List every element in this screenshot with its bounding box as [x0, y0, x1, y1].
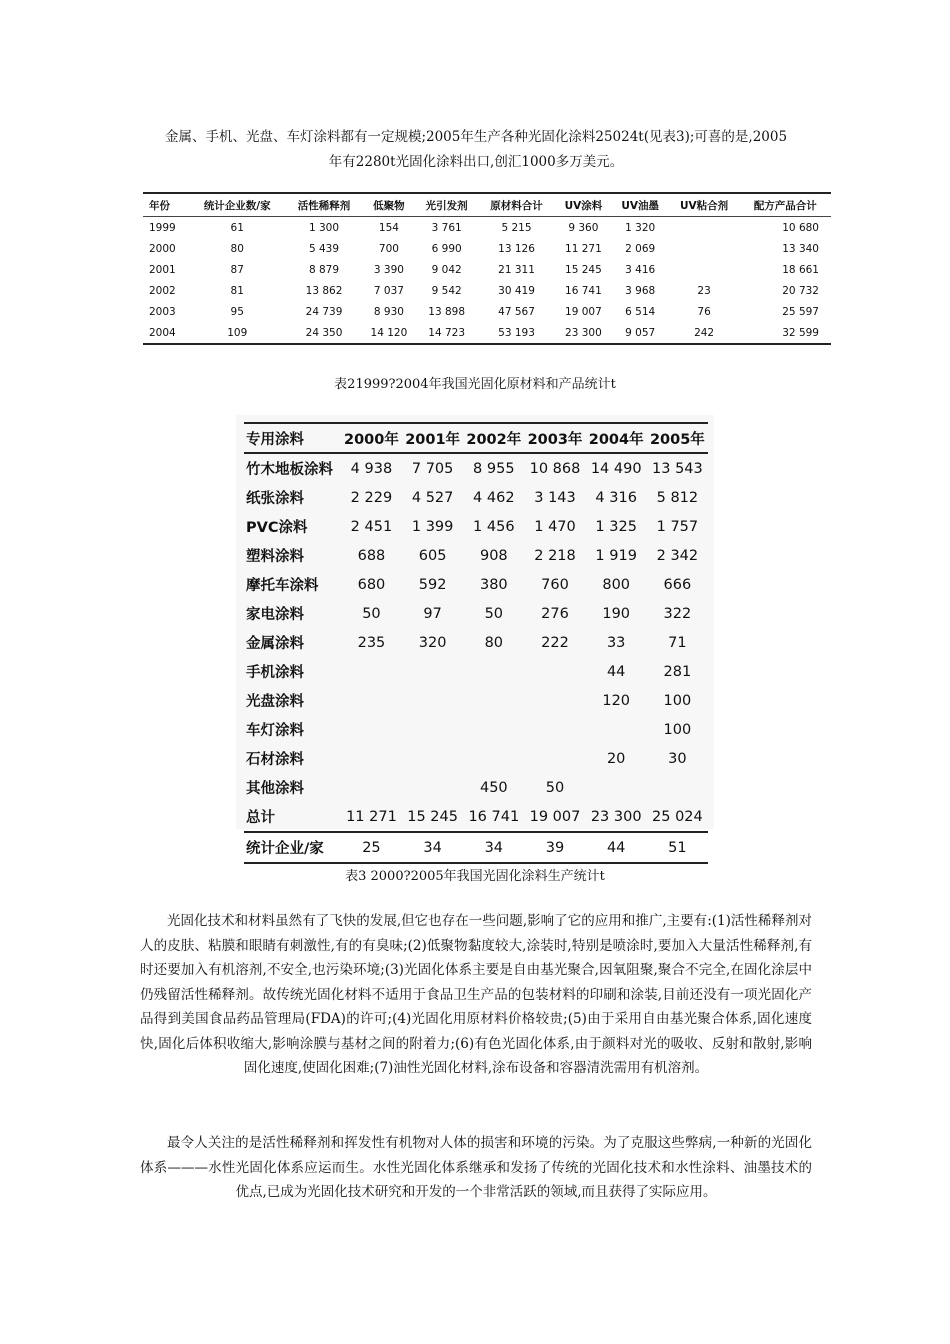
table-3-cell: 19 007 [524, 802, 585, 832]
table-2-column-header: 光引发剂 [415, 194, 478, 217]
table-2-cell: 1999 [149, 221, 176, 234]
table-3-cell: 1 456 [473, 518, 515, 535]
table-3-cell: 10 868 [529, 460, 581, 477]
table-2-cell: 19 007 [565, 305, 602, 318]
table-2-cell: 76 [697, 305, 711, 318]
table-2-cell [669, 217, 740, 239]
table-3-cell: 4 527 [411, 489, 454, 506]
table-3-cell: 统计企业/家 [244, 832, 341, 863]
table-3-cell: 100 [663, 721, 692, 738]
table-3-column-header: 2002年 [463, 423, 524, 453]
table-3-cell [341, 657, 402, 686]
table-2-cell: 61 [230, 221, 244, 234]
table-3-row [244, 570, 708, 599]
table-2-cell: 10 680 [782, 221, 819, 234]
table-2-cell: 15 245 [565, 263, 602, 276]
table-3-cell: 1 399 [411, 518, 454, 535]
table-2-cell: 2004 [143, 322, 189, 344]
table-2-column-header: UV粘合剂 [669, 194, 740, 217]
table-2-body [143, 217, 831, 345]
table-3-cell: 50 [545, 779, 565, 796]
table-3-row [244, 686, 708, 715]
paragraph-problems: 光固化技术和材料虽然有了飞快的发展,但它也存在一些问题,影响了它的应用和推广,主要有:(1)活性稀释剂对人的皮肤、粘膜和眼睛有刺激性,有的有臭味;(2)低聚物黏度较大,涂装时,特别是喷涂时,要加入大量活性稀释剂,有时还要加入有机溶剂,不安全,也污染环境;(3)光固化体系主要是自由基光聚合,因氧阻聚,聚合不完全,在固化涂层中仍残留活性稀释剂。故传统光固化材料不适用于食品卫生产品的包装材料的印刷和涂装,目前还没有一项光固化产品得到美国食品药品管理局(FDA)的许可;(4)光固化用原材料价格较贵;(5)由于采用自由基光聚合体系,固化速度快,固化后体积收缩大,影响涂膜与基材之间的附着力;(6)有色光固化体系,由于颜料对光的吸收、反射和散射,影响固化速度,使固化困难;(7)油性光固化材料,涂布设备和容器清洗需用有机溶剂。 [140, 913, 812, 1076]
table-3-column-header: 2005年 [647, 423, 708, 453]
table-2-cell: 47 567 [498, 305, 535, 318]
table-3-cell [463, 657, 524, 686]
table-2-cell: 53 193 [478, 322, 555, 344]
table-3-cell: 纸张涂料 [246, 491, 304, 507]
table-3-cell: 276 [541, 605, 569, 622]
table-3-cell: 1 470 [534, 518, 576, 535]
table-3-column-header: 2003年 [524, 423, 585, 453]
table-3-cell: 光盘涂料 [246, 694, 304, 710]
table-3-cell: 2 451 [350, 518, 393, 535]
table-2-column-header: 低聚物 [363, 194, 416, 217]
table-2-cell: 2000 [149, 242, 176, 255]
table-3-cell: 2 229 [350, 489, 393, 506]
table-3-cell: 4 938 [350, 460, 393, 477]
table-3-cell: 20 [606, 750, 626, 767]
table-2-column-header: 配方产品合计 [740, 194, 831, 217]
table-3-cell: 235 [357, 634, 386, 651]
table-3-row [244, 599, 708, 628]
table-3-cell: 592 [418, 576, 447, 593]
table-2-cell: 18 661 [782, 263, 819, 276]
table-3-row [244, 541, 708, 570]
table-2-cell: 14 723 [415, 322, 478, 344]
table-2-cell: 7 037 [373, 284, 404, 297]
table-2-cell: 87 [230, 263, 244, 276]
table-2-cell [669, 238, 740, 259]
table-2-cell: 9 360 [568, 221, 599, 234]
table-2-cell: 3 968 [625, 284, 656, 297]
table-3-column-header: 2004年 [586, 423, 647, 453]
table-2-cell: 21 311 [498, 263, 535, 276]
table-3-cell [341, 744, 402, 773]
table-3-cell [586, 773, 647, 802]
table-3-cell: 25 024 [647, 802, 708, 832]
table-3-row [244, 628, 708, 657]
table-3-cell: 车灯涂料 [246, 723, 304, 739]
table-3-row [244, 453, 708, 483]
table-2-cell: 11 271 [565, 242, 602, 255]
table-3-cell: 71 [668, 634, 687, 651]
table-2-row [143, 280, 831, 301]
table-3-column-header: 专用涂料 [244, 423, 341, 453]
table-3-cell: PVC涂料 [246, 520, 308, 536]
table-3-cell: 50 [484, 605, 504, 622]
table-3-cell [524, 657, 585, 686]
table-2-caption: 表21999?2004年我国光固化原材料和产品统计t [334, 377, 616, 392]
table-3-cell [524, 744, 585, 773]
table-3-cell: 605 [418, 547, 447, 564]
table-2-cell: 32 599 [740, 322, 831, 344]
table-2-cell: 2003 [149, 305, 176, 318]
table-3-cell: 50 [362, 605, 381, 622]
table-2-cell: 9 542 [431, 284, 462, 297]
table-3-cell: 1 757 [656, 518, 699, 535]
table-2-header-row [143, 194, 831, 217]
table-3-cell: 石材涂料 [246, 752, 304, 768]
table-3-cell: 222 [541, 634, 569, 651]
table-2-cell: 16 741 [565, 284, 602, 297]
table-2-cell: 3 390 [373, 263, 404, 276]
table-2-row [143, 259, 831, 280]
table-3-cell: 30 [668, 750, 687, 767]
table-2-cell: 24 739 [305, 305, 343, 318]
table-2-cell: 6 990 [431, 242, 462, 255]
table-2-cell: 81 [230, 284, 244, 297]
table-2-cell: 8 879 [308, 263, 340, 276]
table-3-cell: 2 342 [656, 547, 699, 564]
table-2-cell: 5 439 [308, 242, 340, 255]
table-3-body [244, 453, 708, 863]
table-3-cell: 4 462 [473, 489, 515, 506]
table-3-cell [341, 773, 402, 802]
table-2-column-header: 原材料合计 [478, 194, 555, 217]
table-2-cell: 1 300 [308, 221, 340, 234]
table-2-cell: 8 930 [373, 305, 404, 318]
table-3-cell: 7 705 [411, 460, 454, 477]
table-3-cell: 80 [484, 634, 504, 651]
table-2-cell [669, 259, 740, 280]
table-3-cell: 11 271 [341, 802, 402, 832]
table-3-cell: 34 [402, 832, 463, 863]
table-3-total-row [244, 802, 708, 832]
table-3-cell [524, 715, 585, 744]
table-3-cell: 塑料涂料 [246, 549, 304, 565]
table-2-cell: 5 215 [501, 221, 532, 234]
table-3-cell: 380 [479, 576, 508, 593]
table-3-row [244, 512, 708, 541]
table-2-cell: 95 [230, 305, 244, 318]
table-3-cell: 4 316 [595, 489, 637, 506]
table-2-cell: 2002 [149, 284, 176, 297]
table-2-row [143, 238, 831, 259]
table-2-cell: 6 514 [625, 305, 656, 318]
table-3-cell: 39 [524, 832, 585, 863]
table-2-row [143, 217, 831, 239]
table-3-cell: 14 490 [590, 460, 642, 477]
table-3-cell: 摩托车涂料 [246, 578, 319, 594]
table-2-cell: 23 300 [555, 322, 612, 344]
table-2 [143, 192, 831, 345]
table-3-enterprise-row [244, 832, 708, 863]
table-3-cell: 100 [663, 692, 692, 709]
table-2-cell: 9 057 [612, 322, 669, 344]
table-3-cell: 1 919 [595, 547, 637, 564]
table-3-row [244, 483, 708, 512]
table-3-column-header: 2001年 [402, 423, 463, 453]
table-2-cell: 20 732 [782, 284, 819, 297]
table-3-cell: 97 [423, 605, 442, 622]
table-2-column-header: 活性稀释剂 [286, 194, 363, 217]
table-2-cell: 23 [697, 284, 711, 297]
table-3-cell: 666 [663, 576, 692, 593]
table-2-grid [143, 194, 831, 345]
table-3-cell [402, 657, 463, 686]
table-3-cell: 25 [341, 832, 402, 863]
table-2-cell: 154 [378, 221, 399, 234]
table-3-image [236, 415, 714, 857]
table-3-cell: 竹木地板涂料 [246, 462, 333, 478]
paragraph-waterborne: 最令人关注的是活性稀释剂和挥发性有机物对人体的损害和环境的污染。为了克服这些弊病,一种新的光固化体系———水性光固化体系应运而生。水性光固化体系继承和发扬了传统的光固化技术和水性涂料、油墨技术的优点,已成为光固化技术研究和开发的一个非常活跃的领域,而且获得了实际应用。 [140, 1135, 812, 1200]
table-3-cell: 34 [463, 832, 524, 863]
table-3-row [244, 744, 708, 773]
table-3-cell: 908 [479, 547, 508, 564]
table-3-cell: 120 [602, 692, 631, 709]
table-3-cell: 680 [357, 576, 386, 593]
table-3-cell: 322 [663, 605, 692, 622]
table-2-row [143, 301, 831, 322]
table-3-cell: 总计 [244, 802, 341, 832]
table-3-cell [647, 773, 708, 802]
table-3-cell: 44 [586, 832, 647, 863]
table-3-row [244, 715, 708, 744]
table-3-row [244, 657, 708, 686]
table-3-column-header: 2000年 [341, 423, 402, 453]
table-3-row [244, 773, 708, 802]
table-2-cell: 3 761 [431, 221, 462, 234]
table-2-cell: 80 [230, 242, 244, 255]
table-3-cell: 手机涂料 [246, 665, 304, 681]
table-3-cell: 15 245 [402, 802, 463, 832]
table-3-cell: 450 [479, 779, 508, 796]
intro-line-2: 年有2280t光固化涂料出口,创汇1000多万美元。 [328, 153, 624, 170]
intro-paragraph [140, 125, 812, 174]
table-2-cell: 13 126 [498, 242, 535, 255]
table-2-column-header: 年份 [143, 194, 189, 217]
table-3-cell: 320 [418, 634, 447, 651]
table-3-cell: 44 [606, 663, 626, 680]
table-3-header-row [244, 423, 708, 453]
table-3-cell: 1 325 [595, 518, 637, 535]
table-2-cell: 25 597 [782, 305, 819, 318]
table-3-cell: 16 741 [463, 802, 524, 832]
table-3-cell: 33 [606, 634, 626, 651]
table-3-cell: 2 218 [534, 547, 576, 564]
table-3-grid [244, 422, 708, 864]
table-2-cell: 30 419 [498, 284, 535, 297]
table-2-cell: 13 898 [428, 305, 466, 318]
table-2-cell: 13 862 [305, 284, 343, 297]
table-3-cell: 其他涂料 [246, 781, 304, 797]
table-3-cell: 家电涂料 [246, 607, 304, 623]
table-2-cell: 24 350 [286, 322, 363, 344]
table-3-cell [586, 715, 647, 744]
table-3-cell [402, 686, 463, 715]
table-3-cell [463, 715, 524, 744]
table-2-cell: 3 416 [625, 263, 656, 276]
table-3-cell: 金属涂料 [246, 636, 304, 652]
table-2-cell: 2001 [149, 263, 176, 276]
table-2-cell: 700 [378, 242, 399, 255]
table-2-cell: 2 069 [625, 242, 656, 255]
intro-line-1: 金属、手机、光盘、车灯涂料都有一定规模;2005年生产各种光固化涂料25024t(见表3);可喜的是,2005 [164, 129, 788, 145]
table-3-cell: 13 543 [652, 460, 703, 477]
table-2-column-header: UV涂料 [555, 194, 612, 217]
table-3-cell: 3 143 [534, 489, 576, 506]
table-3-cell [524, 686, 585, 715]
table-2-column-header: UV油墨 [612, 194, 669, 217]
table-3-cell [402, 773, 463, 802]
table-3-cell [463, 744, 524, 773]
table-2-column-header: 统计企业数/家 [189, 194, 286, 217]
table-3-cell [341, 715, 402, 744]
table-3-caption: 表3 2000?2005年我国光固化涂料生产统计t [345, 869, 605, 884]
table-3-cell: 800 [602, 576, 631, 593]
table-3-cell [463, 686, 524, 715]
table-3-cell: 23 300 [586, 802, 647, 832]
table-3-cell: 281 [663, 663, 692, 680]
table-2-row [143, 322, 831, 344]
table-2-cell: 14 120 [363, 322, 416, 344]
table-3-cell [341, 686, 402, 715]
table-2-cell: 1 320 [625, 221, 656, 234]
table-2-cell: 9 042 [431, 263, 462, 276]
table-3-cell [402, 744, 463, 773]
table-3-cell: 8 955 [473, 460, 515, 477]
table-3-cell [402, 715, 463, 744]
table-3-cell: 688 [357, 547, 386, 564]
table-3-cell: 5 812 [656, 489, 699, 506]
table-3-cell: 190 [602, 605, 631, 622]
table-3-cell: 760 [541, 576, 569, 593]
table-2-cell: 13 340 [782, 242, 819, 255]
table-2-cell: 109 [189, 322, 286, 344]
table-2-cell: 242 [669, 322, 740, 344]
table-3-cell: 51 [647, 832, 708, 863]
